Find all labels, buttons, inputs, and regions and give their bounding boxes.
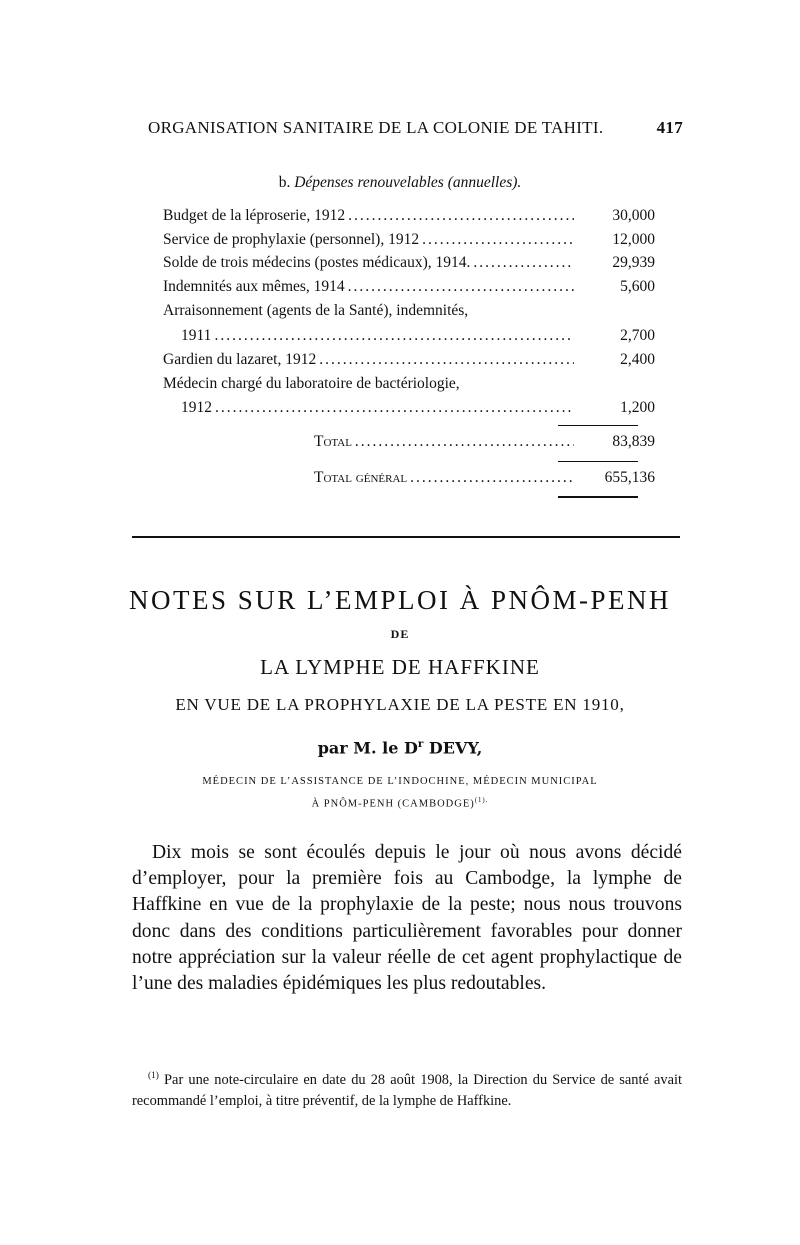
- expense-row: [163, 230, 655, 249]
- expense-row-continuation: [163, 398, 655, 417]
- expense-value: 2,700: [620, 327, 655, 344]
- running-title: ORGANISATION SANITAIRE DE LA COLONIE DE TAHITI.: [148, 118, 604, 137]
- leader-dots: [319, 350, 574, 369]
- footnote-mark: (1): [148, 1071, 159, 1081]
- expense-value: 30,000: [612, 207, 655, 224]
- expense-value: 5,600: [620, 278, 655, 295]
- affiliation-line: À PNÔM-PENH (CAMBODGE): [311, 798, 475, 810]
- closing-rule: [558, 496, 638, 498]
- article-subtitle: EN VUE DE LA PROPHYLAXIE DE LA PESTE EN 1910,: [175, 695, 625, 714]
- grand-total-row: [314, 468, 655, 487]
- footnote: [132, 1066, 682, 1112]
- sum-rule: [558, 461, 638, 462]
- expense-value: 1,200: [620, 399, 655, 416]
- total-row: [314, 432, 655, 451]
- expense-label: Gardien du lazaret, 1912: [163, 351, 317, 368]
- expense-label: Service de prophylaxie (personnel), 1912: [163, 231, 420, 248]
- leader-dots: [473, 253, 574, 272]
- table-heading: [0, 174, 800, 192]
- expense-label: Arraisonnement (agents de la Santé), indemnités,: [163, 302, 469, 319]
- expense-row-continuation: [163, 326, 655, 345]
- article-title: NOTES SUR L’EMPLOI À PNÔM-PENH: [128, 585, 672, 615]
- table-heading-text: Dépenses renouvelables (annuelles).: [294, 174, 522, 191]
- expense-row: [163, 253, 655, 272]
- expense-label: Budget de la léproserie, 1912: [163, 207, 346, 224]
- author-prefix: par M. le D: [317, 738, 418, 758]
- leader-dots: [355, 432, 574, 451]
- total-value: 83,839: [612, 433, 655, 450]
- running-header: [148, 118, 683, 138]
- expense-label: Indemnités aux mêmes, 1914: [163, 278, 345, 295]
- expense-row: [163, 206, 655, 225]
- expense-label-cont: 1912: [181, 399, 212, 416]
- footnote-ref: (1).: [474, 797, 489, 804]
- affiliation-line: MÉDECIN DE L’ASSISTANCE DE L’INDOCHINE, MÉDECIN MUNICIPAL: [202, 776, 598, 787]
- expense-row: [163, 374, 655, 393]
- leader-dots: [348, 206, 574, 225]
- sum-rule: [558, 425, 638, 426]
- expense-row: [163, 301, 655, 320]
- leader-dots: [422, 230, 574, 249]
- expense-label: Solde de trois médecins (postes médicaux), 1914.: [163, 254, 471, 271]
- leader-dots: [410, 468, 574, 487]
- footnote-text: Par une note-circulaire en date du 28 août 1908, la Direction du Service de santé avait recommandé l’emploi, à titre préventif, de la lymphe de Haffkine.: [132, 1071, 682, 1109]
- article-title-line2: LA LYMPHE DE HAFFKINE: [260, 655, 540, 679]
- author-name: DEVY,: [423, 738, 483, 758]
- expense-value: 2,400: [620, 351, 655, 368]
- leader-dots: [215, 398, 574, 417]
- expense-label: Médecin chargé du laboratoire de bactériologie,: [163, 375, 460, 392]
- table-heading-letter: b.: [278, 174, 291, 191]
- page-number: 417: [656, 118, 683, 137]
- expense-row: [163, 277, 655, 296]
- body-paragraph: Dix mois se sont écoulés depuis le jour où nous avons décidé d’employer, pour la première fois au Cambodge, la lymphe de Haffkine en vue de la prophylaxie de la peste; nous nous trouvons donc dans des conditions particulièrement favorables pour donner notre appréciation sur la valeur réelle de cet agent prophylactique de l’une des maladies épidémiques les plus redoutables.: [132, 842, 682, 995]
- grand-total-value: 655,136: [604, 469, 655, 486]
- author-affiliation: [0, 772, 800, 814]
- expense-label-cont: 1911: [181, 327, 212, 344]
- article-title-de: DE: [390, 627, 410, 641]
- author-prefix-sup: r: [417, 738, 424, 750]
- section-divider: [132, 536, 680, 538]
- expense-row: [163, 350, 655, 369]
- leader-dots: [348, 277, 574, 296]
- total-label: Total: [314, 433, 352, 450]
- expense-value: 12,000: [612, 231, 655, 248]
- leader-dots: [214, 326, 574, 345]
- author-line: [0, 738, 800, 757]
- grand-total-label: Total général: [314, 469, 408, 486]
- expense-value: 29,939: [612, 254, 655, 271]
